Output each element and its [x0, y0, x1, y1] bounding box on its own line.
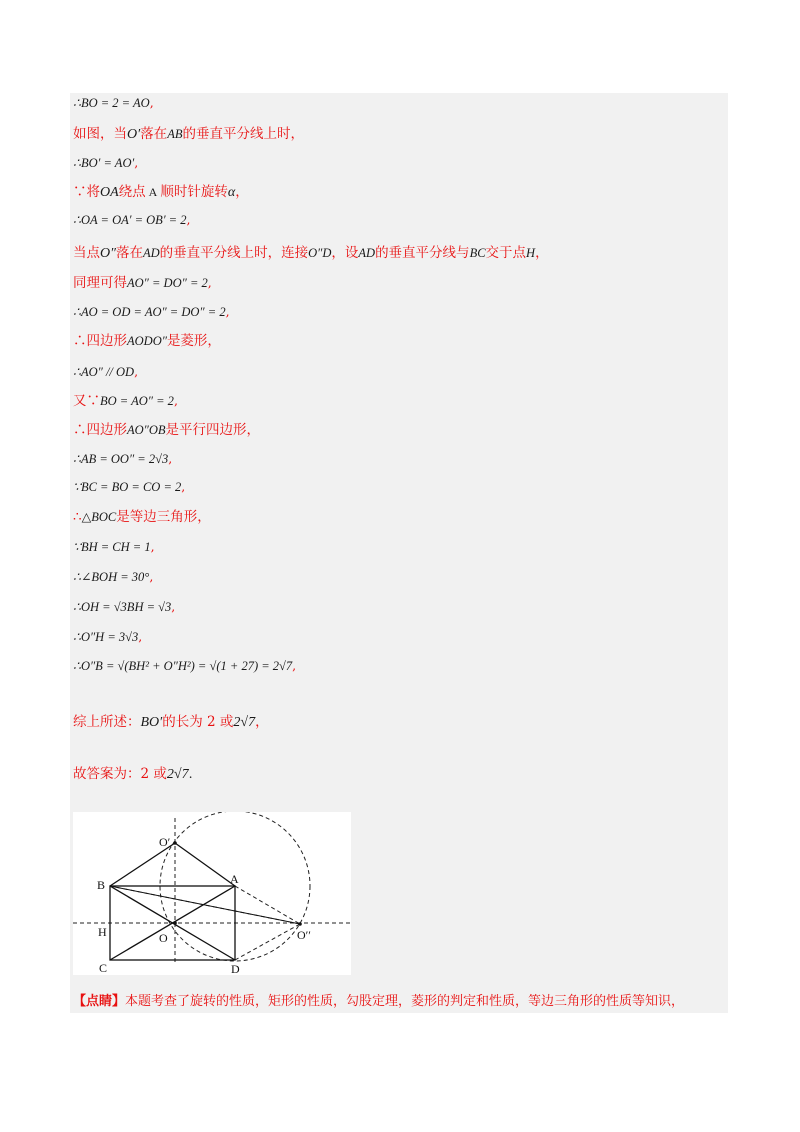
- step-math: ∴AO″ // OD: [73, 365, 135, 379]
- summary-text: ，: [255, 714, 269, 730]
- step-math: BO = AO″ = 2: [100, 394, 174, 408]
- step-line-19: [73, 631, 142, 644]
- step-math: O″: [100, 246, 116, 261]
- summary-text: 的长为 2 或: [162, 714, 234, 730]
- step-text: 是菱形，: [166, 333, 221, 349]
- step-punc: ,: [171, 599, 176, 614]
- step-line-16: [73, 541, 155, 554]
- answer-text: 故答案为：2 或: [73, 766, 167, 782]
- step-punc: ,: [134, 155, 139, 170]
- step-text: 如图，当: [73, 126, 127, 142]
- summary-math: BO′: [140, 715, 163, 730]
- step-line-6: [73, 247, 549, 261]
- label-d: D: [231, 962, 240, 975]
- step-math: AD: [142, 246, 160, 260]
- step-line-17: [73, 571, 153, 584]
- step-math: ∴AO = OD = AO″ = DO″ = 2: [73, 305, 226, 319]
- step-text: 当点: [73, 245, 100, 261]
- step-punc: ,: [150, 539, 155, 554]
- step-text: ∴: [73, 509, 82, 525]
- step-math: AO″ = DO″ = 2: [127, 276, 208, 290]
- step-line-14: [73, 481, 185, 494]
- step-line-10: [73, 366, 138, 379]
- segment-o1a: [175, 843, 235, 886]
- step-math: AODO″: [127, 334, 167, 348]
- label-o: O: [159, 931, 168, 945]
- step-math: ∴BO = 2 = AO: [73, 96, 150, 110]
- step-text: 是平行四边形，: [165, 422, 261, 438]
- step-math: ∴OA = OA′ = OB′ = 2: [73, 213, 187, 227]
- label-c: C: [99, 961, 108, 975]
- step-math: AO″OB: [127, 423, 166, 437]
- step-math: O″D: [308, 246, 332, 260]
- step-text: 落在: [115, 245, 143, 261]
- step-line-4: [73, 186, 249, 200]
- step-line-11: [73, 395, 178, 409]
- segment-bo1: [110, 843, 175, 886]
- point-o2: [298, 922, 302, 926]
- step-line-15: [73, 511, 211, 525]
- key-point-note: [73, 990, 684, 1009]
- summary-line: [73, 716, 269, 730]
- answer-line: [73, 768, 193, 782]
- step-punc: ,: [225, 304, 230, 319]
- step-math: α: [227, 185, 236, 200]
- step-punc: ,: [292, 658, 297, 673]
- step-line-1: [73, 97, 154, 110]
- step-punc: ,: [134, 364, 139, 379]
- step-line-18: [73, 601, 175, 614]
- step-text: 落在: [140, 126, 168, 142]
- point-o1: [173, 841, 177, 845]
- step-text: 又∵: [73, 393, 100, 409]
- step-math: ∴OH = √3BH = √3: [73, 600, 172, 614]
- label-o2: O′′: [297, 928, 311, 942]
- step-punc: ,: [207, 275, 212, 290]
- step-math: ∵BH = CH = 1: [73, 540, 151, 554]
- step-math: ∴AB = OO″ = 2√3: [73, 452, 169, 466]
- step-math: AB: [167, 127, 183, 141]
- segment-b-o2-solid: [110, 886, 300, 924]
- step-text: ∴四边形: [73, 422, 127, 438]
- step-text: 是等边三角形，: [116, 509, 211, 525]
- step-punc: ,: [168, 451, 173, 466]
- step-math: OA: [100, 185, 119, 200]
- step-math: ∴O″B = √(BH² + O″H²) = √(1 + 27) = 2√7: [73, 659, 293, 673]
- summary-math: 2√7: [233, 715, 256, 730]
- note-bracket: 【点睛】: [73, 994, 126, 1009]
- step-line-7: [73, 277, 212, 291]
- step-line-5: [73, 214, 190, 227]
- answer-punc: .: [188, 766, 193, 781]
- step-line-13: [73, 453, 172, 466]
- step-punc: ,: [149, 569, 154, 584]
- step-text: ∵将: [73, 184, 100, 200]
- segment-ao2: [235, 886, 300, 924]
- step-math: △BOC: [81, 510, 117, 524]
- step-punc: ,: [173, 393, 178, 408]
- step-point: A: [148, 185, 158, 199]
- step-math: H: [526, 246, 536, 260]
- step-line-20: [73, 660, 296, 673]
- step-text: 绕点: [118, 184, 146, 200]
- step-line-8: [73, 306, 230, 319]
- segment-do2: [235, 924, 300, 960]
- step-text: 的垂直平分线上时，: [182, 126, 304, 142]
- step-line-2: [73, 128, 304, 142]
- geometry-diagram: [73, 812, 351, 975]
- step-text: ，: [235, 184, 249, 200]
- step-math: O′: [127, 127, 141, 142]
- label-o1: O′: [159, 835, 171, 849]
- step-punc: ,: [149, 95, 154, 110]
- summary-text: 综上所述：: [73, 714, 141, 730]
- label-b: B: [97, 878, 106, 892]
- step-math: AD: [358, 246, 376, 260]
- step-text: 交于点: [485, 245, 527, 261]
- step-math: BC: [469, 246, 486, 260]
- step-text: ∴四边形: [73, 333, 127, 349]
- point-o: [173, 921, 177, 925]
- step-punc: ,: [186, 212, 191, 227]
- step-math: ∵BC = BO = CO = 2: [73, 480, 182, 494]
- step-punc: ,: [181, 479, 186, 494]
- step-text: 的垂直平分线与: [375, 245, 470, 261]
- step-punc: ,: [138, 629, 143, 644]
- step-text: 的垂直平分线上时，连接: [159, 245, 309, 261]
- step-text: 同理可得: [73, 275, 127, 291]
- step-text: 顺时针旋转: [160, 184, 228, 200]
- answer-math: 2√7: [166, 767, 189, 782]
- step-line-12: [73, 424, 260, 438]
- step-line-3: [73, 157, 138, 170]
- step-math: ∴∠BOH = 30°: [73, 570, 150, 584]
- geometry-figure: [73, 812, 351, 975]
- label-h: H: [98, 925, 107, 939]
- step-text: ，设: [331, 245, 359, 261]
- step-math: ∴O″H = 3√3: [73, 630, 139, 644]
- note-text: 本题考查了旋转的性质，矩形的性质，勾股定理，菱形的判定和性质，等边三角形的性质等知识，: [125, 994, 685, 1009]
- step-line-9: [73, 335, 221, 349]
- label-a: A: [230, 872, 239, 886]
- step-math: ∴BO′ = AO′: [73, 156, 135, 170]
- step-text: ，: [535, 245, 549, 261]
